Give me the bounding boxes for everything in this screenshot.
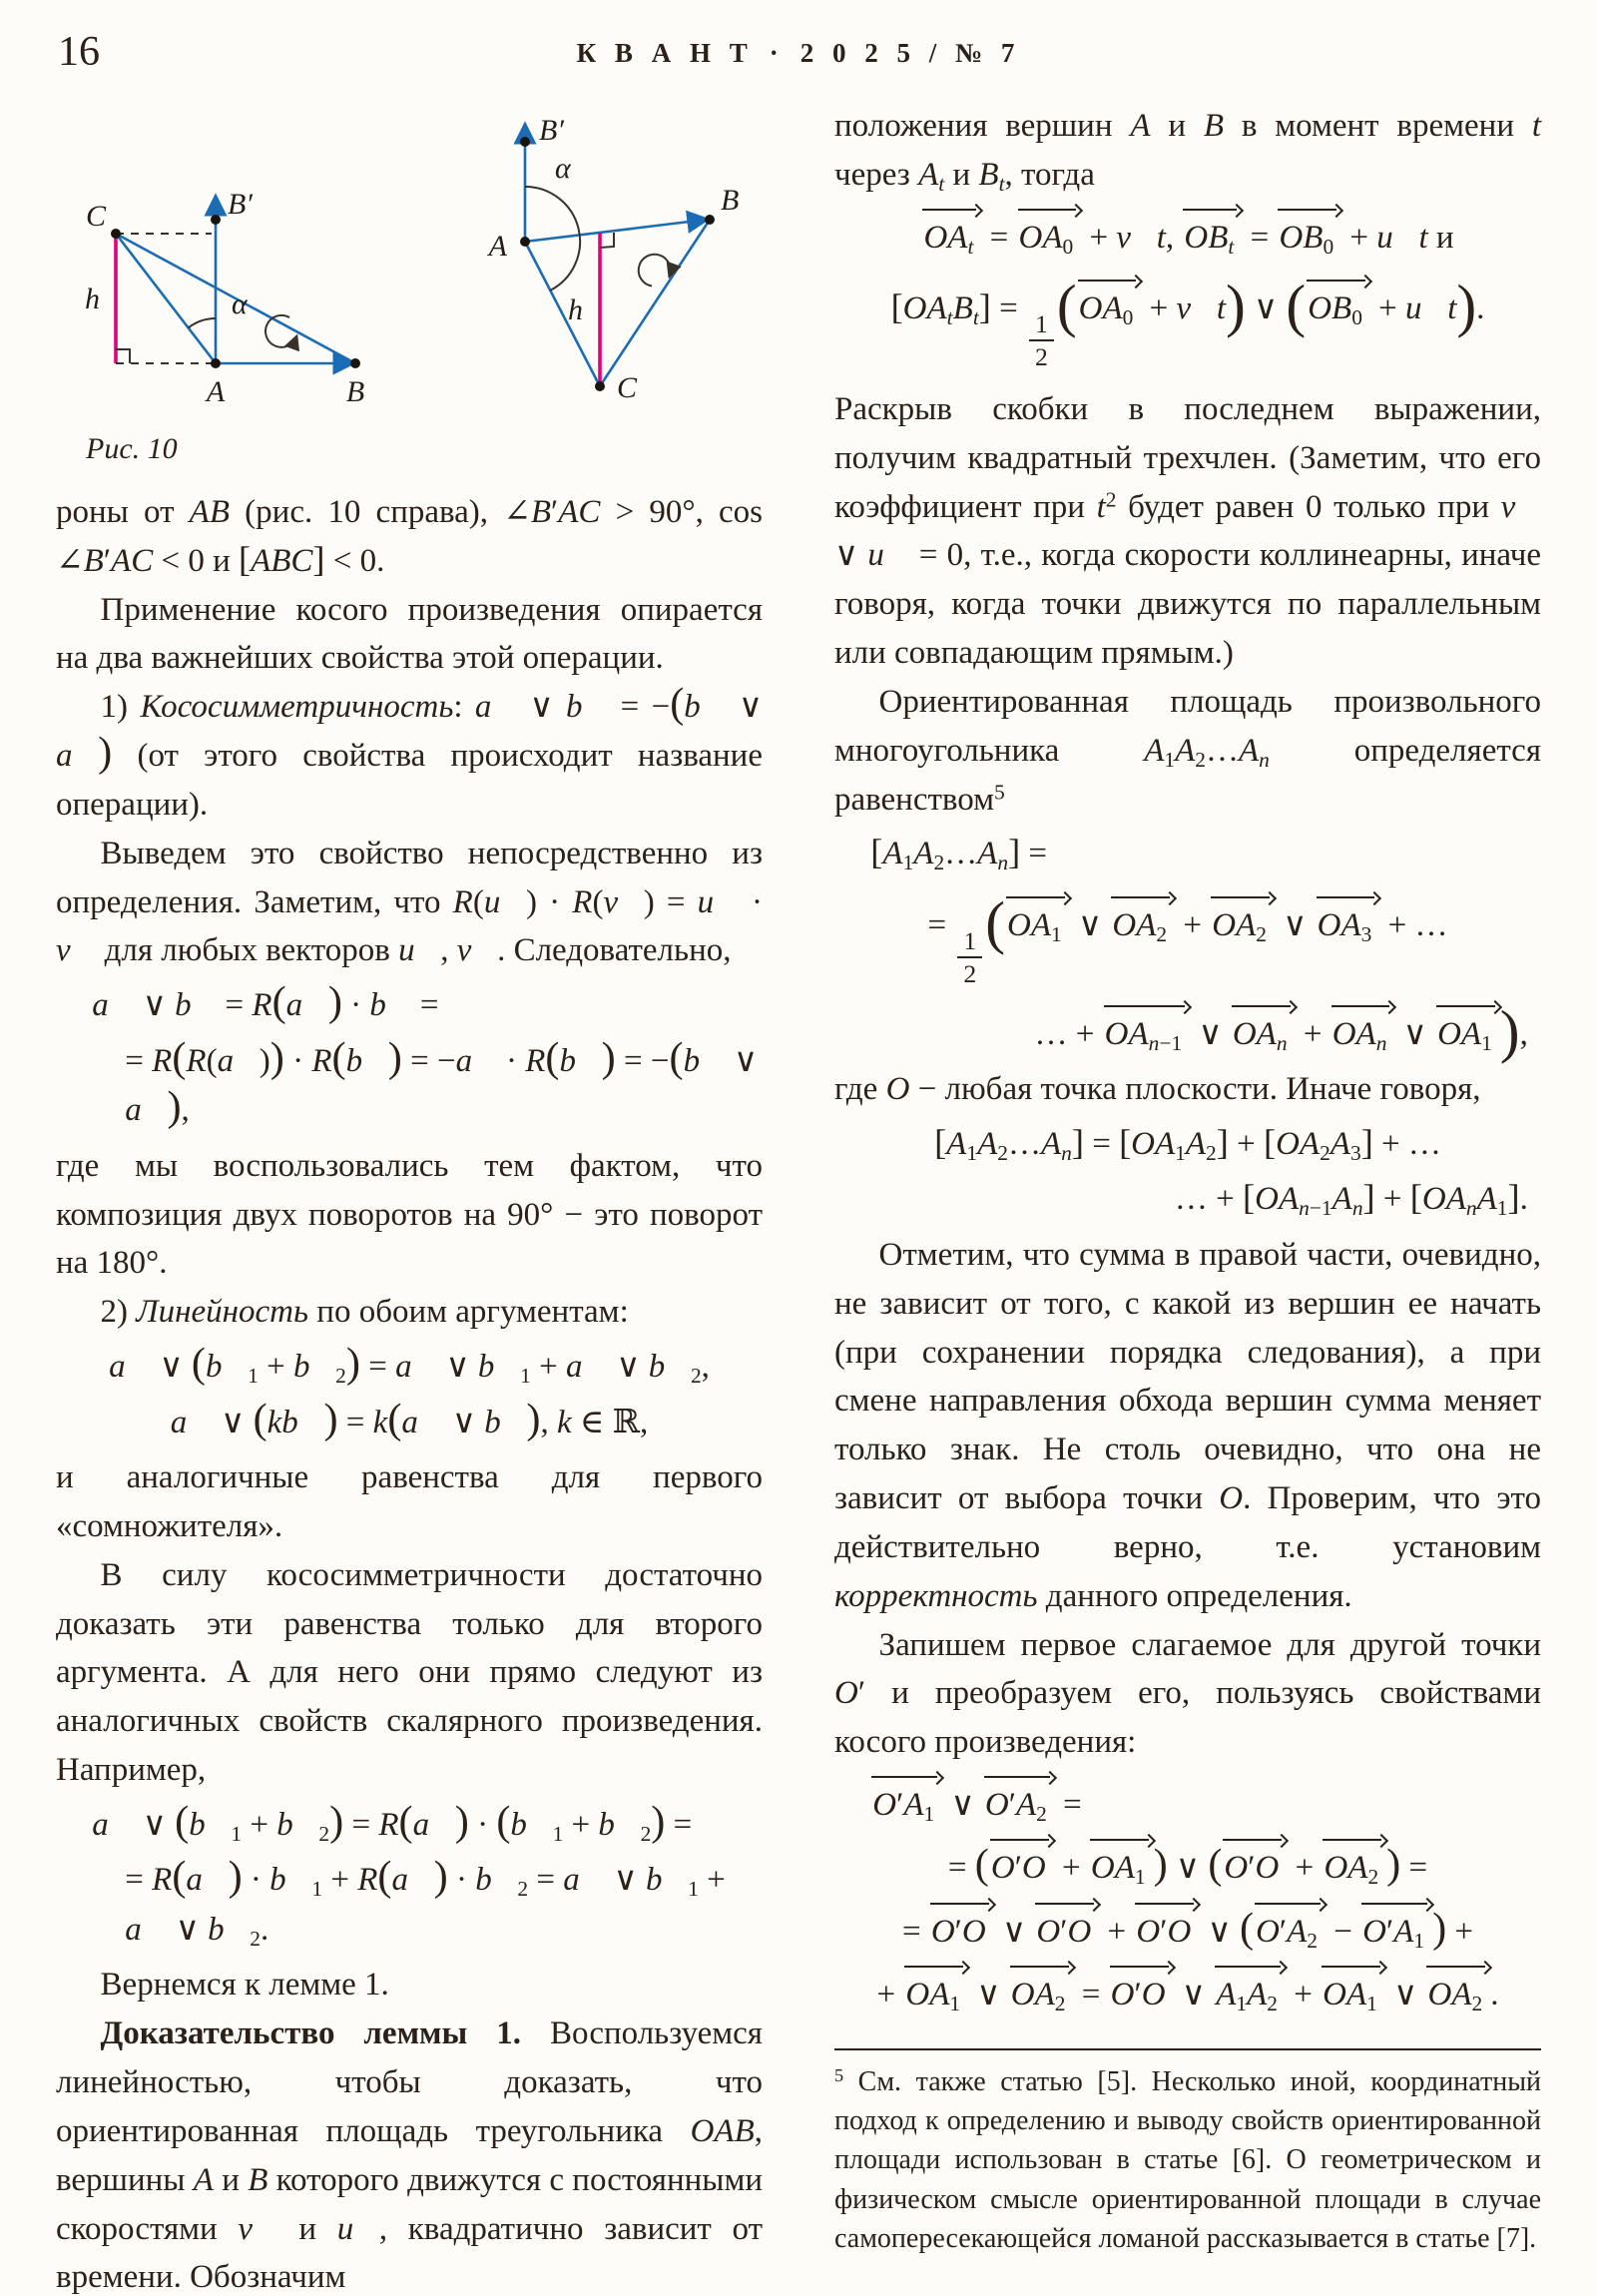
display-formula: + $OA_1$ ∨ $OA_2 = O'O$ ∨ $A_1A_2 + OA_1$ ∨ $OA_2$ .: [834, 1963, 1541, 2020]
paragraph: Применение косого произведения опирается на два важнейших свойства этой операции.: [56, 591, 763, 677]
vertex-c-dot: [595, 381, 605, 391]
display-formula: $[A_1A_2\dots A_n] = [OA_1A_2] + [OA_2A_3]$ + …: [934, 1121, 1441, 1165]
page-number: 16: [58, 29, 100, 75]
point-bprime-dot: [520, 137, 530, 147]
vertex-a-dot: [211, 358, 221, 368]
point-bprime-dot: [211, 215, 221, 225]
vertex-a-dot: [520, 237, 530, 247]
paragraph: Отметим, что сумма в правой части, очевидно, не зависит от того, с какой из вершин ее начать (при сохранении порядка следования), а при смене направления обхода вершин сумма меняет только знак. Не столь очевидно, что она не зависит от выбора точки O. Проверим, что это действительно верно, т.е. установим корректность данного определения.: [834, 1236, 1541, 1614]
display-formula: … + $[OA_{n-1}A_n] + [OA_nA_1]$.: [1174, 1177, 1528, 1221]
paragraph: где мы воспользовались тем фактом, что композиция двух поворотов на 90° − это поворот на 180°.: [56, 1147, 763, 1282]
figure-10: [56, 102, 763, 466]
header-separator: ·: [769, 38, 785, 68]
display-formula: $[OA_tB_t]$ = $\frac{1}{2}$ ($OA_0$ + v⃗t) ∨ ($OB_0$ + u⃗t).: [890, 273, 1485, 372]
footnote-text: $^5$ См. также статью [5]. Несколько иной, координатный подход к определению и выводу свойств ориентированной площади использован в статье [6]. О геометрическом и физическом смысле ориентированной площади в случае самопересекающейся ломаной рассказывается в статье [7].: [834, 2064, 1541, 2254]
paragraph: Выведем это свойство непосредственно из определения. Заметим, что R(u⃗) · R(v⃗) = u⃗ · v⃗ для любых векторов u⃗, v⃗. Следовательно,: [56, 835, 763, 969]
point-label-b-prime: B′: [539, 114, 564, 147]
point-label-b-prime: B′: [228, 188, 253, 221]
vertex-b-dot: [705, 215, 715, 225]
right-angle-mark: [600, 233, 614, 248]
display-formula: = R(R(a⃗)) · R(b⃗) = −a⃗ · R(b⃗) = −(b⃗ ∨ a⃗),: [125, 1033, 759, 1131]
side-b-c: [600, 220, 710, 386]
angle-label-alpha: α: [555, 152, 571, 185]
paragraph: Ориентированная площадь произвольного многоугольника $A_1A_2\dots A_n$ определяется равенством$^5$: [834, 683, 1541, 818]
journal-name: К В А Н Т: [576, 38, 754, 68]
ray-a-b: [525, 220, 706, 242]
vertex-b-dot: [350, 358, 360, 368]
point-label-b: B: [345, 375, 365, 408]
paragraph: 2) Линейность по обоим аргументам:: [100, 1294, 629, 1331]
display-formula: a⃗ ∨ ($b⃗_1$ + $b⃗_2$) = a⃗ ∨ $b⃗_1$ + a⃗ ∨ $b⃗_2$,: [109, 1340, 710, 1389]
figure-svg: [56, 102, 763, 421]
point-label-c: C: [85, 200, 106, 233]
display-formula: … + $OA_{n-1}$ ∨ $OA_n + OA_n$ ∨ $OA_1$ ),: [1034, 997, 1528, 1064]
journal-title-line: [56, 38, 1541, 69]
rotation-arrow-icon: [639, 255, 671, 287]
figure-caption: Рис. 10: [86, 432, 178, 465]
vertex-c-dot: [111, 229, 121, 239]
paragraph: 1) Кососимметричность: a⃗ ∨ b⃗ = −(b⃗ ∨ a⃗) (от этого свойства происходит название операции).: [56, 680, 763, 823]
display-formula: a⃗ ∨ (kb⃗) = k(a⃗ ∨ b⃗), k ∈ ℝ,: [170, 1395, 649, 1442]
display-formula: a⃗ ∨ ($b⃗_1$ + $b⃗_2$) = R(a⃗) · ($b⃗_1$ + $b⃗_2$) =: [92, 1797, 693, 1846]
display-formula: = $\frac{1}{2}$ ($OA_1$ ∨ $OA_2 + OA_2$ ∨ $OA_3$ + …: [927, 888, 1448, 988]
journal-issue: 2 0 2 5 / № 7: [799, 38, 1021, 68]
point-label-c: C: [617, 371, 638, 404]
point-label-a: A: [206, 375, 226, 408]
paragraph: роны от AB (рис. 10 справа), ∠B′AC > 90°, cos ∠B′AC < 0 и [ABC] < 0.: [56, 494, 763, 579]
right-column: [834, 102, 1541, 2296]
angle-arc: [189, 318, 216, 327]
side-a-c: [525, 242, 600, 386]
display-formula: = O′O ∨ O′O + O′O ∨ ($O'A_2 - O'A_1$ ) +: [834, 1900, 1541, 1958]
display-formula: = ($O'O + OA_1$ ) ∨ ($O'O + OA_2$ ) =: [834, 1836, 1541, 1894]
triangle-diagram-right: [487, 114, 740, 404]
left-column: [56, 102, 763, 2296]
display-formula: = R(a⃗) · $b⃗_1$ + R(a⃗) · $b⃗_2$ = a⃗ ∨ $b⃗_1$ + a⃗ ∨ $b⃗_2$.: [125, 1853, 726, 1951]
paragraph: Доказательство леммы 1. Воспользуемся линейностью, чтобы доказать, что ориентированная площадь треугольника OAB, вершины A и B которого движутся с постоянными скоростями v⃗ и u⃗, квадратично зависит от времени. Обозначим: [56, 2015, 763, 2296]
paragraph: В силу кососимметричности достаточно доказать эти равенства только для второго аргумента. А для него они прямо следуют из аналогичных свойств скалярного произведения. Например,: [56, 1556, 763, 1789]
display-formula: $O'A_1$ ∨ $O'A_2$ =: [834, 1773, 1541, 1831]
point-label-b: B: [721, 184, 740, 217]
height-label-h: h: [85, 283, 100, 315]
paragraph: Запишем первое слагаемое для другой точки O′ и преобразуем его, пользуясь свойствами косого произведения:: [834, 1626, 1541, 1761]
display-formula: $[A_1A_2\dots A_n]$ =: [870, 832, 1048, 875]
paragraph: положения вершин A и B в момент времени t через $A_t$ и $B_t$, тогда: [834, 108, 1541, 196]
two-column-layout: [56, 102, 1541, 2296]
paragraph: где O − любая точка плоскости. Иначе говоря,: [834, 1071, 1481, 1108]
point-label-a: A: [488, 230, 507, 263]
triangle-diagram-left: [85, 188, 364, 408]
paragraph: Раскрыв скобки в последнем выражении, получим квадратный трехчлен. (Заметим, что его коэффициент при $t^2$ будет равен 0 только при v⃗ ∨ u⃗ = 0, т.е., когда скорости коллинеарны, иначе говоря, когда точки движутся по параллельным или совпадающим прямым.): [834, 390, 1541, 672]
rotation-arrow-icon: [266, 315, 296, 347]
paragraph: и аналогичные равенства для первого «сомножителя».: [56, 1459, 763, 1544]
height-label-h: h: [568, 293, 583, 326]
page-header: [56, 24, 1541, 102]
footnote-rule: [834, 2048, 1541, 2050]
display-formula: $OA_t = OA_0$ + v⃗t, $OB_t = OB_0$ + u⃗t и: [834, 206, 1541, 264]
display-formula: a⃗ ∨ b⃗ = R(a⃗) · b⃗ =: [92, 978, 439, 1026]
paragraph: Вернемся к лемме 1.: [100, 1967, 389, 2004]
angle-label-alpha: α: [232, 287, 248, 320]
right-angle-mark: [116, 349, 130, 363]
side-a-c: [116, 234, 216, 363]
